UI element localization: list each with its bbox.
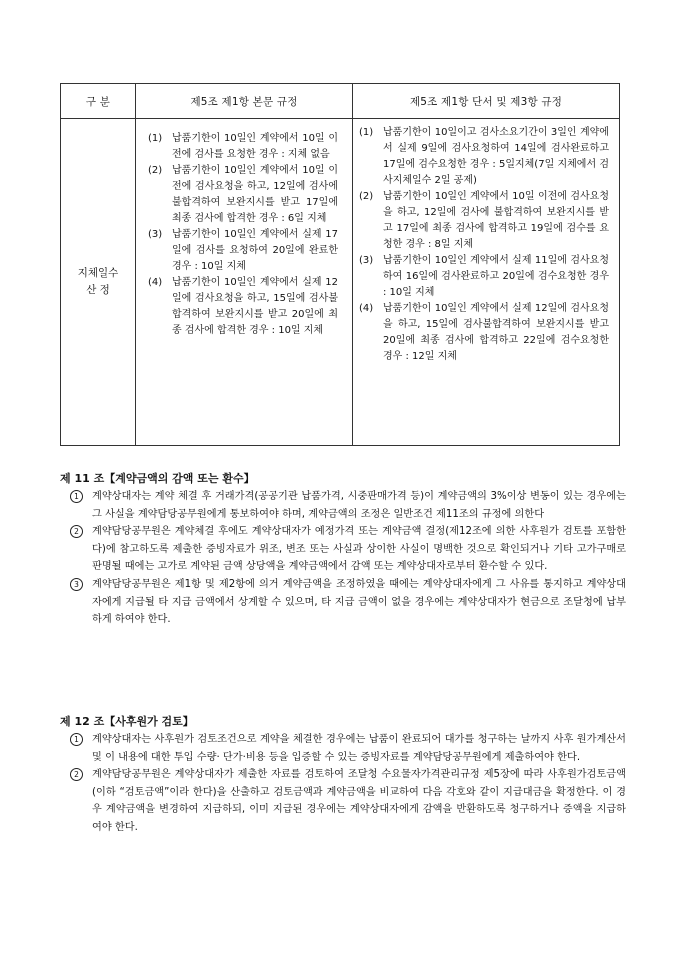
proviso-rule-list	[353, 119, 619, 365]
row-label-line: 산 정	[86, 284, 110, 296]
article-paragraph	[60, 576, 626, 629]
item-number: (4)	[359, 303, 374, 314]
item-text: 납품기한이 10일인 계약에서 10일 이전에 검사요청을 하고, 12일에 검사에 불합격하여 보완지시를 받고 17일에 최종 검사에 합격하고 19일에 검수를 요청한 경우 : 8일 지체	[383, 191, 609, 250]
item-number: (3)	[148, 229, 163, 240]
article-paragraph	[60, 488, 626, 523]
item-number: (2)	[148, 165, 163, 176]
list-item	[359, 125, 619, 189]
header-proviso-rule: 제5조 제1항 단서 및 제3항 규정	[353, 84, 620, 119]
list-item	[359, 253, 619, 301]
delay-days-table	[60, 83, 620, 446]
row-label-delay-calc	[61, 119, 136, 446]
item-number: (3)	[359, 255, 374, 266]
item-text: 납품기한이 10일인 계약에서 실제 12일에 검사요청을 하고, 15일에 검사불합격하여 보완지시를 받고 20일에 최종 검사에 합격하고 22일에 검수요청한 경우 : 12일 지체	[383, 303, 609, 362]
paragraph-text: 계약담당공무원은 계약상대자가 제출한 자료를 검토하여 조달청 수요물자가격관리규정 제5장에 따라 사후원가검토금액(이하 “검토금액”이라 한다)을 산출하고 검토금액과 계약금액을 비교하여 다음 각호와 같이 지급대금을 확정한다. 이 경우 계약금액을 변경하여 지급하되, 이미 지급된 경우에는 계약상대자에게 감액을 반환하도록 청구하거나 증액을 지급하여야 한다.	[92, 769, 626, 833]
main-rule-cell	[136, 119, 353, 446]
paragraph-number: 2	[70, 768, 83, 781]
article-11-title: 제 11 조【계약금액의 감액 또는 환수】	[60, 472, 255, 485]
paragraph-text: 계약상대자는 사후원가 검토조건으로 계약을 체결한 경우에는 납품이 완료되어 대가를 청구하는 날까지 사후 원가계산서 및 이 내용에 대한 투입 수량· 단가·비용 등을 입증할 수 있는 증빙자료를 계약담당공무원에게 제출하여야 한다.	[92, 734, 626, 763]
paragraph-text: 계약상대자는 계약 체결 후 거래가격(공공기관 납품가격, 시중판매가격 등)이 계약금액의 3%이상 변동이 있는 경우에는 그 사실을 계약담당공무원에게 통보하여야 하며, 계약금액의 조정은 일반조건 제11조의 규정에 의한다	[92, 491, 626, 520]
table-row	[61, 119, 620, 446]
item-text: 납품기한이 10일이고 검사소요기간이 3일인 계약에서 실제 9일에 검사요청하여 14일에 검사완료하고 17일에 검수요청한 경우 : 5일지체(7일 지체에서 검사지체일수 2일 공제)	[383, 127, 609, 186]
list-item	[148, 275, 352, 339]
item-text: 납품기한이 10일인 계약에서 실제 17일에 검사를 요청하여 20일에 완료한 경우 : 10일 지체	[172, 229, 338, 272]
row-label-line: 지체일수	[77, 267, 119, 279]
article-11	[60, 470, 626, 629]
article-paragraph	[60, 731, 626, 766]
item-text: 납품기한이 10일인 계약에서 10일 이전에 검사를 요청한 경우 : 지체 없음	[172, 133, 338, 160]
paragraph-number: 3	[70, 578, 83, 591]
main-rule-list	[136, 119, 352, 339]
paragraph-number: 1	[70, 733, 83, 746]
article-paragraph	[60, 766, 626, 836]
paragraph-number: 1	[70, 490, 83, 503]
header-category: 구 분	[61, 84, 136, 119]
proviso-rule-cell	[353, 119, 620, 446]
paragraph-number: 2	[70, 525, 83, 538]
article-12-title: 제 12 조【사후원가 검토】	[60, 715, 194, 728]
list-item	[359, 301, 619, 365]
header-main-rule: 제5조 제1항 본문 규정	[136, 84, 353, 119]
item-number: (1)	[359, 127, 374, 138]
list-item	[148, 131, 352, 163]
article-12	[60, 713, 626, 837]
table-header-row	[61, 84, 620, 119]
list-item	[148, 163, 352, 227]
item-text: 납품기한이 10일인 계약에서 실제 11일에 검사요청하여 16일에 검사완료하고 20일에 검수요청한 경우 : 10일 지체	[383, 255, 609, 298]
item-number: (2)	[359, 191, 374, 202]
item-text: 납품기한이 10일인 계약에서 실제 12일에 검사요청을 하고, 15일에 검사불합격하여 보완지시를 받고 20일에 최종 검사에 합격한 경우 : 10일 지체	[172, 277, 338, 336]
list-item	[359, 189, 619, 253]
item-number: (1)	[148, 133, 163, 144]
article-paragraph	[60, 523, 626, 576]
paragraph-text: 계약담당공무원은 제1항 및 제2항에 의거 계약금액을 조정하였을 때에는 계약상대자에게 그 사유를 통지하고 계약상대자에게 지급될 타 지급 금액에서 상계할 수 있으며, 타 지급 금액이 없을 경우에는 계약상대자가 현금으로 조달청에 납부하게 하여야 한다.	[92, 578, 626, 626]
paragraph-text: 계약담당공무원은 계약체결 후에도 계약상대자가 예정가격 또는 계약금액 결정(제12조에 의한 사후원가 검토를 포함한다)에 참고하도록 제출한 증빙자료가 위조, 변조 또는 사실과 상이한 사실이 명백한 것으로 확인되거나 기타 고가구매로 판명될 때에는 고가로 계약된 금액 상당액을 계약금액에서 감액 또는 계약상대자로부터 환수할 수 있다.	[92, 526, 626, 573]
item-number: (4)	[148, 277, 163, 288]
item-text: 납품기한이 10일인 계약에서 10일 이전에 검사요청을 하고, 12일에 검사에 불합격하여 보완지시를 받고 17일에 최종 검사에 합격한 경우 : 6일 지체	[172, 165, 338, 224]
list-item	[148, 227, 352, 275]
